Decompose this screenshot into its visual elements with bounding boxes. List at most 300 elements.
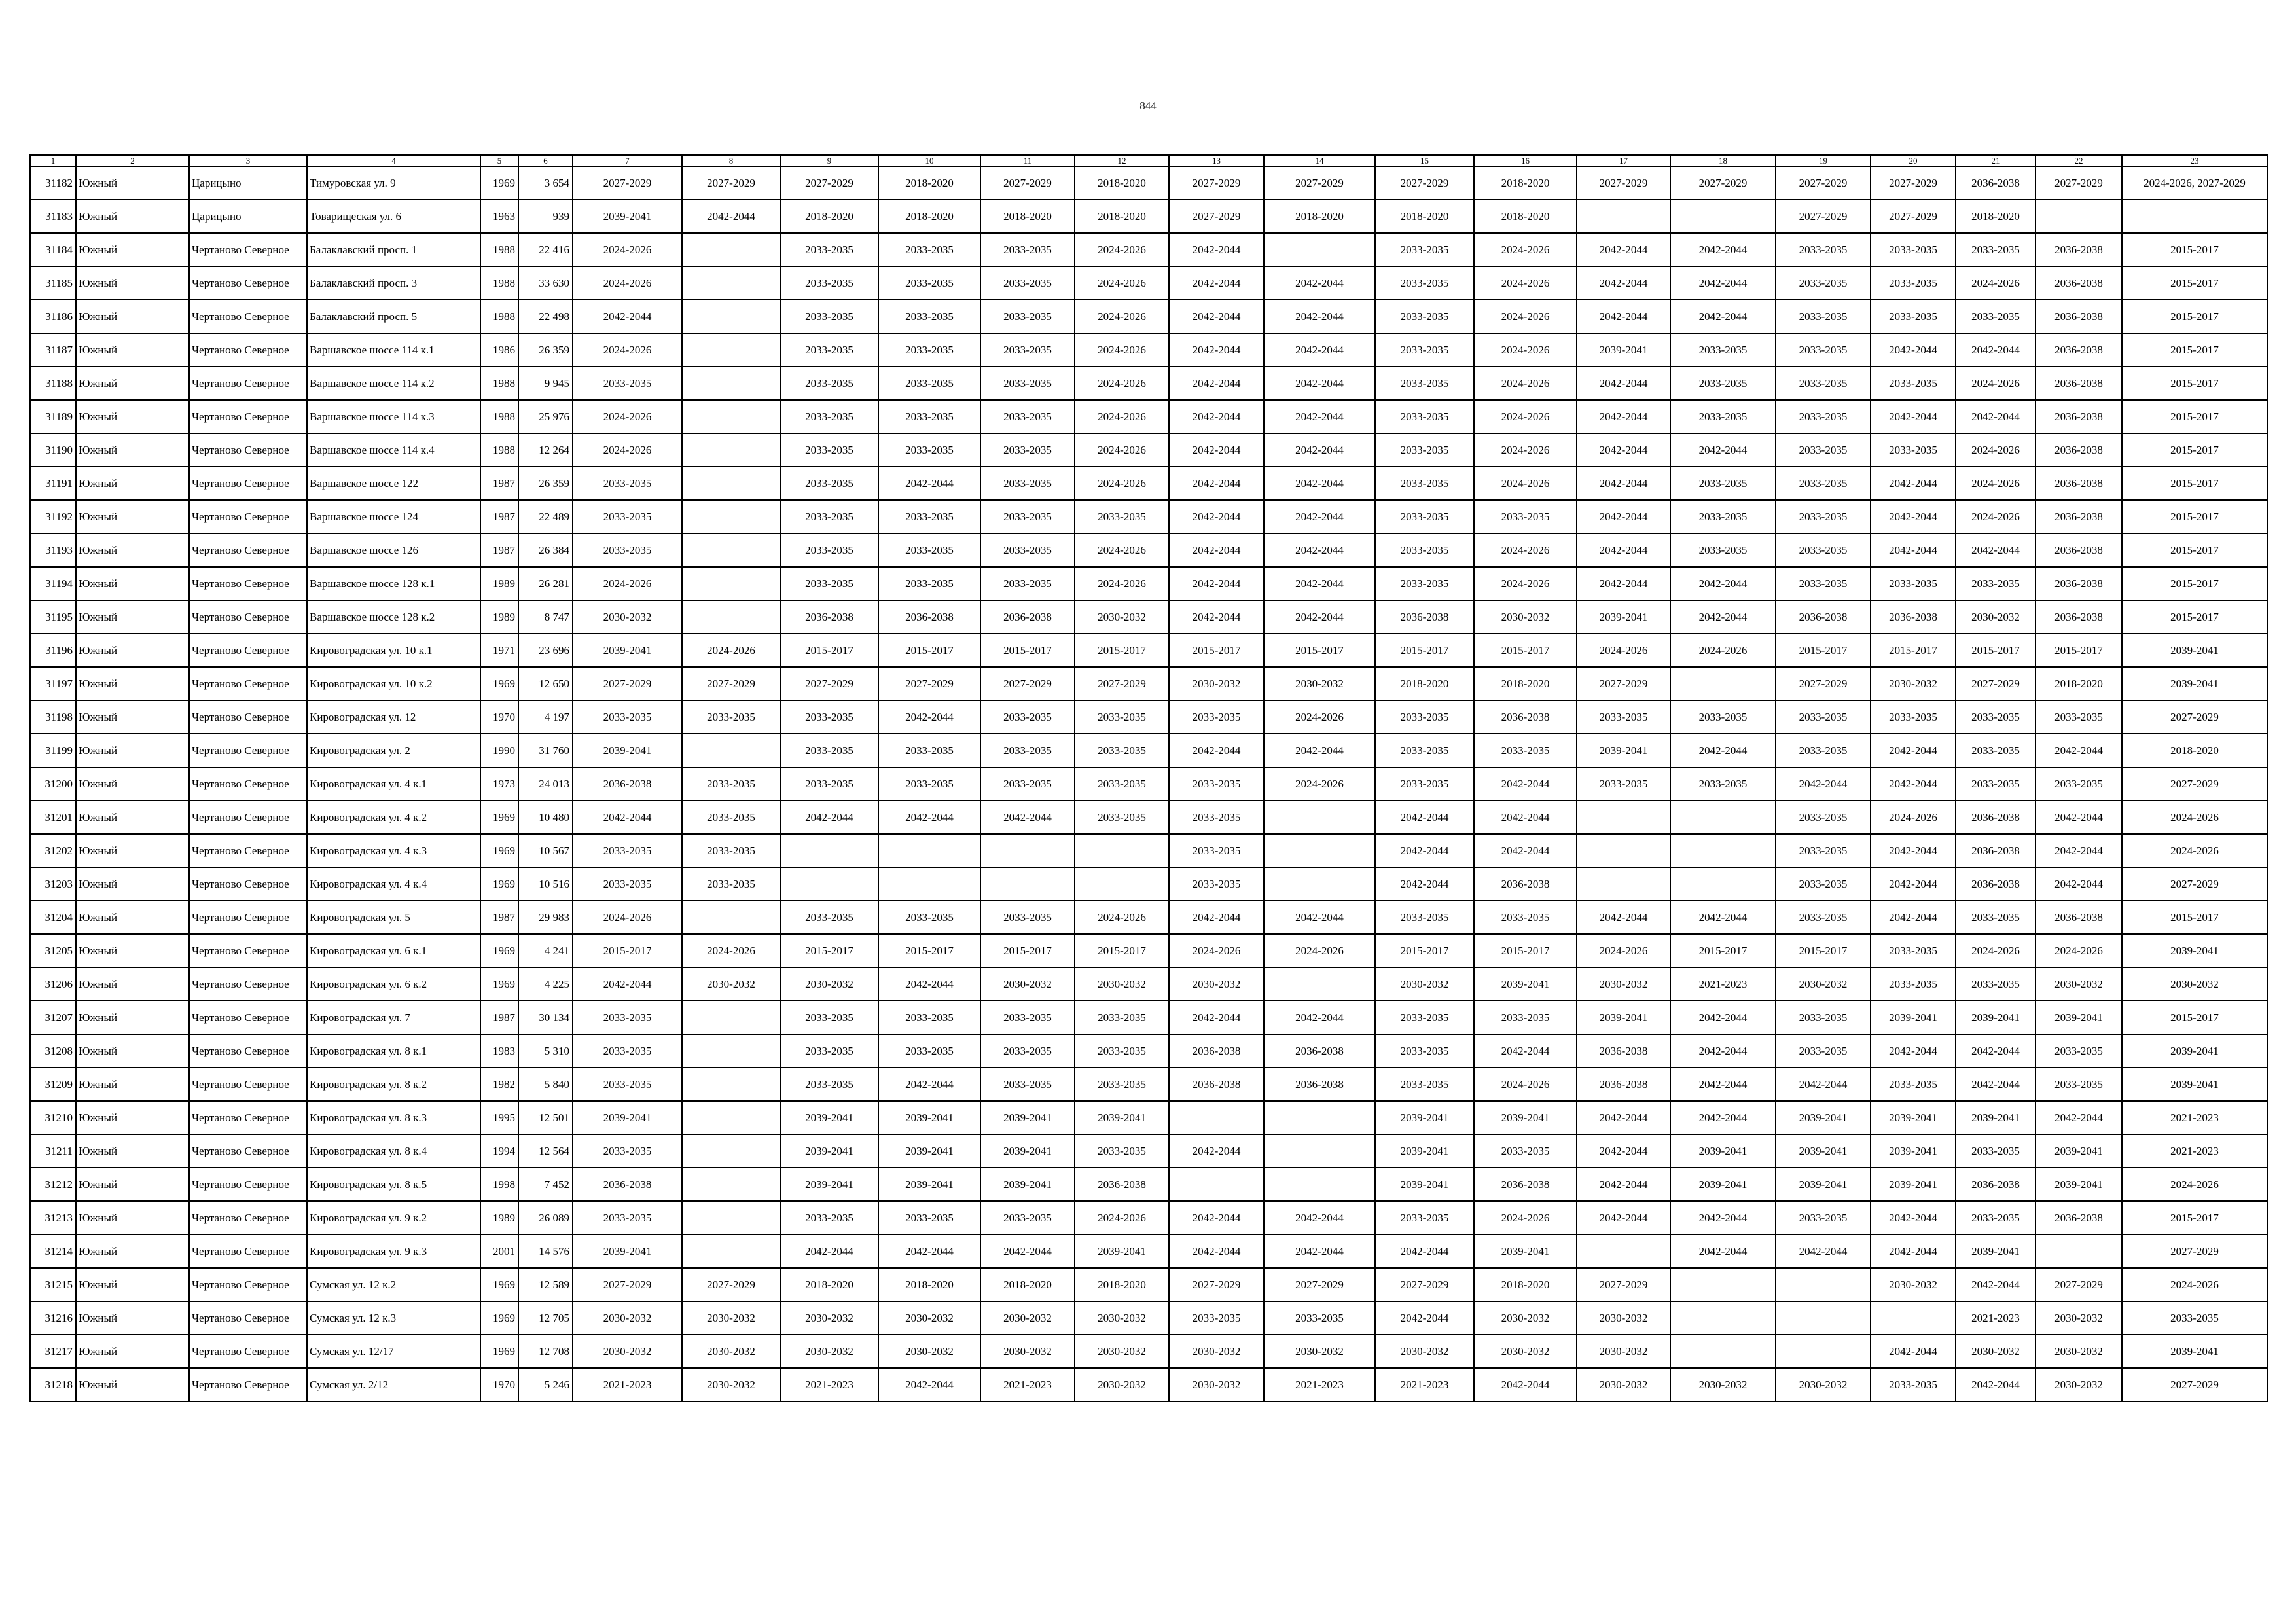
table-cell: 2042-2044 [1375, 1235, 1474, 1268]
table-cell: 2015-2017 [780, 634, 878, 667]
table-cell: 2033-2035 [980, 266, 1075, 300]
table-cell: 2036-2038 [1577, 1068, 1670, 1101]
table-cell: 2042-2044 [1670, 233, 1776, 266]
table-cell [1670, 200, 1776, 233]
table-cell: 2033-2035 [1776, 700, 1871, 734]
table-cell: 2033-2035 [1776, 367, 1871, 400]
table-cell: 2033-2035 [1670, 367, 1776, 400]
table-row [30, 367, 2267, 400]
table-cell: 2039-2041 [1577, 734, 1670, 767]
table-cell: 2027-2029 [573, 667, 682, 700]
table-cell: 2042-2044 [1670, 600, 1776, 634]
table-cell: 2042-2044 [573, 801, 682, 834]
table-cell: 2021-2023 [2122, 1101, 2267, 1134]
table-cell: 2042-2044 [1776, 767, 1871, 801]
table-cell: 2039-2041 [1577, 600, 1670, 634]
table-cell: Южный [76, 367, 189, 400]
table-cell: 2039-2041 [2122, 1068, 2267, 1101]
table-cell: 2033-2035 [780, 467, 878, 500]
column-header: 9 [780, 155, 878, 166]
table-cell: 2033-2035 [682, 801, 780, 834]
table-cell: 2042-2044 [1577, 367, 1670, 400]
table-cell: Чертаново Северное [189, 1201, 307, 1235]
table-cell: 2024-2026 [1474, 333, 1577, 367]
table-row [30, 634, 2267, 667]
table-cell: 12 708 [518, 1335, 573, 1368]
table-cell: 2042-2044 [1264, 367, 1375, 400]
table-cell: 2033-2035 [1375, 1001, 1474, 1034]
table-cell: 2033-2035 [573, 1034, 682, 1068]
table-cell: 2027-2029 [1264, 1268, 1375, 1301]
table-cell: 2033-2035 [780, 500, 878, 533]
table-cell: Чертаново Северное [189, 1301, 307, 1335]
table-cell: 2030-2032 [1075, 967, 1169, 1001]
table-cell: Чертаново Северное [189, 467, 307, 500]
table-cell: 2033-2035 [1375, 333, 1474, 367]
table-cell: 31202 [30, 834, 76, 867]
table-cell: 2024-2026 [1075, 266, 1169, 300]
table-cell [1670, 1268, 1776, 1301]
column-header: 10 [878, 155, 980, 166]
table-cell: 2030-2032 [1474, 1301, 1577, 1335]
table-cell: 2039-2041 [1474, 1235, 1577, 1268]
table-row [30, 667, 2267, 700]
table-cell: 22 489 [518, 500, 573, 533]
table-cell: 2030-2032 [1956, 1335, 2036, 1368]
table-cell: 2042-2044 [1169, 567, 1264, 600]
table-cell: 2036-2038 [2036, 367, 2122, 400]
table-cell: 31196 [30, 634, 76, 667]
table-cell: 2033-2035 [573, 867, 682, 901]
table-cell: 2033-2035 [878, 266, 980, 300]
table-cell: 2036-2038 [2036, 567, 2122, 600]
table-cell: 2033-2035 [980, 367, 1075, 400]
table-cell: 10 567 [518, 834, 573, 867]
table-cell: 31199 [30, 734, 76, 767]
table-row [30, 400, 2267, 433]
table-cell: Кировоградская ул. 10 к.1 [307, 634, 480, 667]
table-cell: 2030-2032 [980, 1335, 1075, 1368]
table-cell: 25 976 [518, 400, 573, 433]
table-cell: Кировоградская ул. 4 к.1 [307, 767, 480, 801]
table-cell [1577, 200, 1670, 233]
table-cell [1264, 834, 1375, 867]
table-cell: 2015-2017 [1670, 934, 1776, 967]
table-cell: 2027-2029 [1956, 667, 2036, 700]
table-row [30, 801, 2267, 834]
table-cell: 2030-2032 [1264, 1335, 1375, 1368]
table-cell: 2015-2017 [2122, 901, 2267, 934]
table-cell: 2042-2044 [1577, 533, 1670, 567]
table-cell: 2033-2035 [878, 433, 980, 467]
table-cell: 2024-2026 [573, 567, 682, 600]
table-cell: Чертаново Северное [189, 1068, 307, 1101]
table-cell: 1969 [480, 667, 518, 700]
table-cell: 1973 [480, 767, 518, 801]
table-cell: 2036-2038 [1956, 166, 2036, 200]
table-cell [1577, 867, 1670, 901]
table-cell: 31203 [30, 867, 76, 901]
table-cell: 2030-2032 [980, 967, 1075, 1001]
table-cell: 2039-2041 [1871, 1001, 1956, 1034]
table-cell: 2024-2026 [1956, 367, 2036, 400]
table-cell: 2033-2035 [780, 734, 878, 767]
table-cell: Кировоградская ул. 8 к.4 [307, 1134, 480, 1168]
table-cell: 2030-2032 [2036, 1335, 2122, 1368]
table-cell: 2033-2035 [1169, 767, 1264, 801]
table-cell: 2033-2035 [878, 734, 980, 767]
table-cell: 2042-2044 [1670, 300, 1776, 333]
table-cell: 2042-2044 [1474, 1034, 1577, 1068]
table-cell: 2027-2029 [1871, 166, 1956, 200]
table-row [30, 300, 2267, 333]
table-cell: 1969 [480, 967, 518, 1001]
table-cell: 2033-2035 [682, 700, 780, 734]
table-cell: 31208 [30, 1034, 76, 1068]
table-cell: 2024-2026 [1670, 634, 1776, 667]
table-cell: 31186 [30, 300, 76, 333]
table-cell: 1969 [480, 867, 518, 901]
table-cell: 2024-2026 [573, 333, 682, 367]
table-cell: 2042-2044 [1956, 1034, 2036, 1068]
table-cell: Кировоградская ул. 2 [307, 734, 480, 767]
table-cell: 2033-2035 [1776, 1034, 1871, 1068]
table-cell: 2024-2026 [2122, 801, 2267, 834]
table-cell: Варшавское шоссе 124 [307, 500, 480, 533]
table-cell: 2042-2044 [1375, 1301, 1474, 1335]
table-cell: 2042-2044 [1375, 801, 1474, 834]
table-row [30, 333, 2267, 367]
table-cell: Чертаново Северное [189, 1268, 307, 1301]
table-cell: 12 501 [518, 1101, 573, 1134]
column-header: 23 [2122, 155, 2267, 166]
table-cell [682, 533, 780, 567]
table-cell: 1969 [480, 934, 518, 967]
table-cell: 2039-2041 [980, 1101, 1075, 1134]
table-cell: 2033-2035 [2036, 767, 2122, 801]
table-cell: 2027-2029 [1169, 166, 1264, 200]
table-cell: 2027-2029 [573, 166, 682, 200]
table-cell: 2039-2041 [878, 1134, 980, 1168]
table-cell: 2030-2032 [1474, 1335, 1577, 1368]
table-cell: 2033-2035 [682, 767, 780, 801]
table-cell: 2015-2017 [2036, 634, 2122, 667]
table-cell: 12 650 [518, 667, 573, 700]
table-cell: 2027-2029 [2036, 1268, 2122, 1301]
table-cell: 2039-2041 [2122, 667, 2267, 700]
table-cell: Сумская ул. 12 к.3 [307, 1301, 480, 1335]
table-cell: 2024-2026 [1264, 934, 1375, 967]
table-cell: 2030-2032 [573, 600, 682, 634]
table-cell: 2042-2044 [1577, 266, 1670, 300]
table-cell: 2024-2026 [2122, 1268, 2267, 1301]
table-cell: 2027-2029 [2036, 166, 2122, 200]
table-cell: 2033-2035 [1871, 1068, 1956, 1101]
table-cell: 5 310 [518, 1034, 573, 1068]
table-cell: 2018-2020 [1474, 1268, 1577, 1301]
table-cell: Сумская ул. 12/17 [307, 1335, 480, 1368]
table-cell: 2036-2038 [2036, 333, 2122, 367]
table-row [30, 266, 2267, 300]
table-cell: 2033-2035 [1375, 300, 1474, 333]
table-cell: 2042-2044 [1956, 400, 2036, 433]
table-cell: 2033-2035 [980, 1001, 1075, 1034]
table-cell: Чертаново Северное [189, 1001, 307, 1034]
table-cell: 2033-2035 [1075, 1034, 1169, 1068]
table-cell: 2039-2041 [2122, 634, 2267, 667]
table-cell: 31192 [30, 500, 76, 533]
table-cell [682, 500, 780, 533]
table-cell: Южный [76, 634, 189, 667]
table-cell: 2024-2026 [1169, 934, 1264, 967]
table-cell: 2039-2041 [1776, 1101, 1871, 1134]
table-cell: 2027-2029 [1577, 1268, 1670, 1301]
table-cell: 2033-2035 [980, 1034, 1075, 1068]
table-cell: Южный [76, 166, 189, 200]
table-cell: Варшавское шоссе 114 к.2 [307, 367, 480, 400]
table-cell: 2018-2020 [1375, 200, 1474, 233]
table-cell: Кировоградская ул. 5 [307, 901, 480, 934]
table-cell: 2042-2044 [1577, 233, 1670, 266]
table-cell: 2033-2035 [1075, 767, 1169, 801]
table-cell: 2033-2035 [1670, 333, 1776, 367]
table-cell: 22 416 [518, 233, 573, 266]
table-cell: 7 452 [518, 1168, 573, 1201]
table-cell: 2033-2035 [980, 901, 1075, 934]
table-cell: 939 [518, 200, 573, 233]
table-cell: 2033-2035 [1956, 767, 2036, 801]
table-cell [878, 867, 980, 901]
table-cell: 4 225 [518, 967, 573, 1001]
table-cell: 2024-2026 [1075, 367, 1169, 400]
table-cell: 2015-2017 [1956, 634, 2036, 667]
table-cell: 1970 [480, 1368, 518, 1401]
table-cell: 2033-2035 [1375, 1068, 1474, 1101]
table-cell: 2033-2035 [1075, 700, 1169, 734]
table-cell: 2042-2044 [1871, 333, 1956, 367]
table-cell: 2033-2035 [1956, 1201, 2036, 1235]
table-cell: Чертаново Северное [189, 700, 307, 734]
table-cell: 2036-2038 [1776, 600, 1871, 634]
table-cell: 2033-2035 [1264, 1301, 1375, 1335]
table-cell: 2033-2035 [1075, 1001, 1169, 1034]
table-row [30, 500, 2267, 533]
table-cell: 2018-2020 [1956, 200, 2036, 233]
table-cell: 2027-2029 [1776, 200, 1871, 233]
table-cell: 2021-2023 [780, 1368, 878, 1401]
table-cell: 31195 [30, 600, 76, 634]
table-cell: 2042-2044 [1871, 901, 1956, 934]
table-row [30, 1268, 2267, 1301]
table-row [30, 1034, 2267, 1068]
table-cell: 2027-2029 [980, 667, 1075, 700]
table-cell [980, 834, 1075, 867]
table-cell: 2036-2038 [2036, 600, 2122, 634]
table-cell: 2039-2041 [2122, 1034, 2267, 1068]
table-cell: 1989 [480, 567, 518, 600]
table-cell: 2033-2035 [980, 467, 1075, 500]
table-cell: 2039-2041 [1474, 967, 1577, 1001]
table-cell: 2033-2035 [1776, 333, 1871, 367]
table-cell: 2033-2035 [780, 767, 878, 801]
table-cell: Южный [76, 233, 189, 266]
table-cell [1264, 1168, 1375, 1201]
table-cell: 2015-2017 [1474, 634, 1577, 667]
table-cell: Кировоградская ул. 6 к.2 [307, 967, 480, 1001]
table-row [30, 901, 2267, 934]
table-cell: 2036-2038 [573, 1168, 682, 1201]
table-cell: Чертаново Северное [189, 934, 307, 967]
table-cell: 2033-2035 [980, 500, 1075, 533]
table-cell: 2039-2041 [573, 1101, 682, 1134]
table-cell: 2042-2044 [878, 467, 980, 500]
table-cell: 26 359 [518, 467, 573, 500]
table-cell: 2033-2035 [1474, 1134, 1577, 1168]
table-cell: 2033-2035 [1871, 233, 1956, 266]
table-cell: 2033-2035 [1776, 1001, 1871, 1034]
table-cell: 2039-2041 [2036, 1168, 2122, 1201]
table-cell: 2024-2026 [1474, 266, 1577, 300]
table-cell: 12 589 [518, 1268, 573, 1301]
table-cell: 2039-2041 [1956, 1101, 2036, 1134]
table-cell: 2033-2035 [878, 901, 980, 934]
table-cell: 2033-2035 [1375, 533, 1474, 567]
table-cell: 2030-2032 [1776, 967, 1871, 1001]
table-cell: 2018-2020 [1075, 166, 1169, 200]
table-cell: 2015-2017 [1474, 934, 1577, 967]
table-cell: 2036-2038 [1375, 600, 1474, 634]
table-cell: 2042-2044 [1169, 500, 1264, 533]
table-cell: 2024-2026 [573, 233, 682, 266]
table-cell: 2033-2035 [573, 1001, 682, 1034]
table-cell: Кировоградская ул. 4 к.3 [307, 834, 480, 867]
table-cell: 2033-2035 [1169, 700, 1264, 734]
table-cell: 2015-2017 [2122, 266, 2267, 300]
table-cell: 2033-2035 [1776, 533, 1871, 567]
table-cell: 2027-2029 [1776, 667, 1871, 700]
table-cell [1264, 1134, 1375, 1168]
table-cell: 2015-2017 [2122, 333, 2267, 367]
table-cell: 2033-2035 [573, 1068, 682, 1101]
table-cell: 2042-2044 [1670, 266, 1776, 300]
table-cell: 2039-2041 [1776, 1168, 1871, 1201]
table-cell: 2042-2044 [1474, 801, 1577, 834]
table-cell: 2042-2044 [878, 967, 980, 1001]
table-cell: 2033-2035 [573, 700, 682, 734]
table-cell [2036, 200, 2122, 233]
table-cell: 2021-2023 [1375, 1368, 1474, 1401]
table-cell: 2042-2044 [1577, 300, 1670, 333]
table-cell: Чертаново Северное [189, 1235, 307, 1268]
table-cell: 2015-2017 [1871, 634, 1956, 667]
table-cell: Чертаново Северное [189, 300, 307, 333]
table-cell: 31201 [30, 801, 76, 834]
table-cell: Чертаново Северное [189, 667, 307, 700]
table-cell: 2042-2044 [1670, 1101, 1776, 1134]
table-cell: 2018-2020 [1474, 667, 1577, 700]
table-cell [1670, 667, 1776, 700]
table-cell: 2042-2044 [1577, 400, 1670, 433]
table-cell: 2015-2017 [1776, 634, 1871, 667]
table-cell [682, 1168, 780, 1201]
table-cell: 2015-2017 [780, 934, 878, 967]
table-cell: 2042-2044 [1577, 500, 1670, 533]
table-cell: 2042-2044 [1264, 533, 1375, 567]
table-cell: 2042-2044 [1264, 1235, 1375, 1268]
table-cell: 2042-2044 [980, 801, 1075, 834]
table-cell: 2033-2035 [1776, 233, 1871, 266]
table-cell: 2033-2035 [1871, 934, 1956, 967]
table-cell: 2042-2044 [2036, 867, 2122, 901]
table-cell: 12 564 [518, 1134, 573, 1168]
table-cell: 2033-2035 [1375, 901, 1474, 934]
table-cell: 2033-2035 [878, 767, 980, 801]
table-cell: 2033-2035 [1956, 567, 2036, 600]
table-cell: 2015-2017 [2122, 500, 2267, 533]
table-cell: 2042-2044 [1474, 767, 1577, 801]
table-cell: 1988 [480, 266, 518, 300]
table-cell: 2036-2038 [1075, 1168, 1169, 1201]
table-cell: 2033-2035 [1375, 467, 1474, 500]
table-cell: 2030-2032 [1075, 1335, 1169, 1368]
table-cell: 2039-2041 [573, 734, 682, 767]
table-cell: Чертаново Северное [189, 1368, 307, 1401]
table-cell: 2033-2035 [573, 500, 682, 533]
table-cell: 2033-2035 [1169, 1301, 1264, 1335]
table-cell: 2030-2032 [1264, 667, 1375, 700]
table-cell: 2024-2026 [1577, 634, 1670, 667]
table-cell: 22 498 [518, 300, 573, 333]
table-cell: Кировоградская ул. 4 к.2 [307, 801, 480, 834]
table-cell: 2030-2032 [1577, 1301, 1670, 1335]
table-cell [1670, 801, 1776, 834]
table-cell: 2042-2044 [1871, 1235, 1956, 1268]
table-cell: Южный [76, 1268, 189, 1301]
table-cell: 2030-2032 [2036, 1368, 2122, 1401]
table-row [30, 1201, 2267, 1235]
table-cell: 2033-2035 [780, 1034, 878, 1068]
table-cell: 2033-2035 [980, 767, 1075, 801]
table-cell: 1998 [480, 1168, 518, 1201]
table-cell: Чертаново Северное [189, 1168, 307, 1201]
table-cell: 2042-2044 [1577, 433, 1670, 467]
table-cell: 2030-2032 [1375, 967, 1474, 1001]
table-cell: 31211 [30, 1134, 76, 1168]
table-cell: 1969 [480, 801, 518, 834]
table-cell: 2039-2041 [2036, 1001, 2122, 1034]
table-cell: 2039-2041 [1375, 1134, 1474, 1168]
table-cell: Южный [76, 1068, 189, 1101]
table-cell: 2042-2044 [1871, 467, 1956, 500]
table-cell: 2039-2041 [1075, 1101, 1169, 1134]
table-cell: 2036-2038 [1956, 834, 2036, 867]
table-cell: Царицыно [189, 166, 307, 200]
table-cell [682, 901, 780, 934]
table-cell: 2033-2035 [1075, 500, 1169, 533]
table-cell: 2033-2035 [1956, 734, 2036, 767]
table-cell [1776, 1301, 1871, 1335]
table-cell: 2015-2017 [2122, 1001, 2267, 1034]
table-cell: 2024-2026 [1474, 467, 1577, 500]
table-cell: 2042-2044 [1871, 533, 1956, 567]
table-cell: 2033-2035 [980, 567, 1075, 600]
table-cell: 31214 [30, 1235, 76, 1268]
table-row [30, 433, 2267, 467]
table-cell [780, 867, 878, 901]
table-cell: 31193 [30, 533, 76, 567]
table-cell: 2039-2041 [780, 1101, 878, 1134]
table-cell: 2021-2023 [1956, 1301, 2036, 1335]
